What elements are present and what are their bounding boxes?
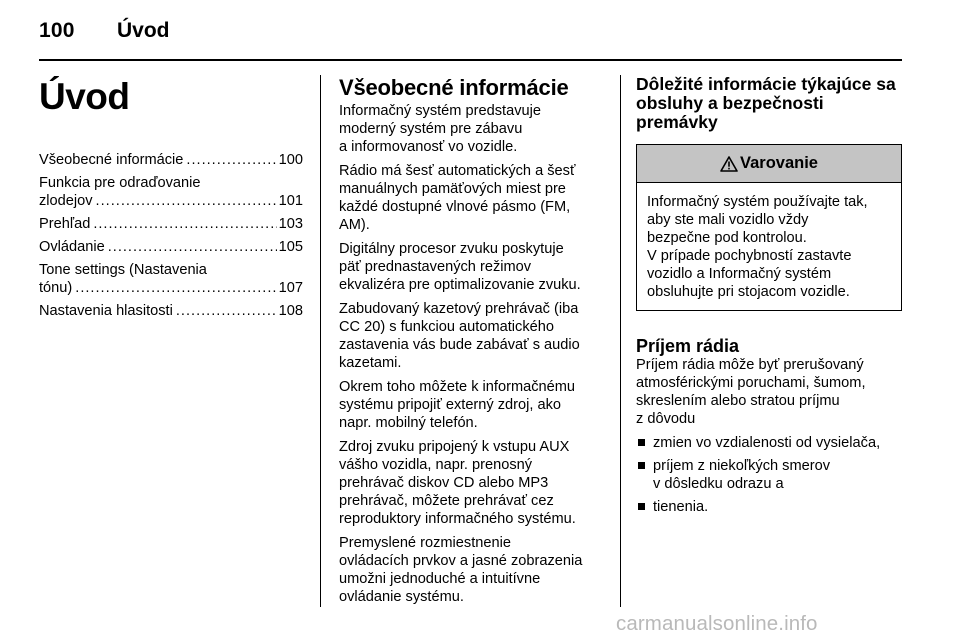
body-paragraph (339, 162, 605, 234)
toc-entry-title: Nastavenia hlasitosti (39, 303, 173, 319)
radio-heading: Príjem rádia (636, 336, 740, 356)
toc-page-number: 107 (278, 280, 303, 296)
toc-entry[interactable] (39, 151, 303, 169)
toc-entry-title: Ovládanie (39, 239, 105, 255)
watermark: carmanualsonline.info (616, 612, 818, 635)
text-line: vozidlo a Informačný systém (647, 266, 832, 282)
toc-entry[interactable] (39, 302, 303, 320)
text-line: Digitálny procesor zvuku poskytuje (339, 241, 564, 257)
text-line: Premyslené rozmiestnenie (339, 535, 511, 551)
text-line: v dôsledku odrazu a (653, 476, 784, 492)
warning-text (637, 183, 901, 310)
body-paragraph (339, 240, 605, 294)
page-number: 100 (39, 19, 75, 42)
text-line: z dôvodu (636, 411, 696, 427)
body-paragraph (339, 378, 605, 432)
toc-leader-dots (96, 192, 277, 210)
toc-leader-dots (93, 215, 276, 233)
toc-page-number: 101 (278, 193, 303, 209)
text-line: napr. mobilný telefón. (339, 415, 478, 431)
header-rule (39, 59, 902, 61)
toc-entry-row (39, 279, 303, 297)
text-line: premávky (636, 112, 718, 132)
radio-paragraph (636, 356, 902, 428)
text-line: Príjem rádia môže byť prerušovaný (636, 357, 864, 373)
text-line: kazetami. (339, 355, 402, 371)
body-paragraph (339, 102, 605, 156)
text-line: Zabudovaný kazetový prehrávač (iba (339, 301, 579, 317)
toc-entry[interactable] (39, 215, 303, 233)
toc-page-number: 105 (278, 239, 303, 255)
toc-entry-line: Funkcia pre odraďovanie (39, 175, 201, 191)
text-line: systému pripojiť externý zdroj, ako (339, 397, 562, 413)
body-paragraph (339, 300, 605, 372)
column-divider (320, 75, 321, 607)
text-line: umožni jednoduché a intuitívne (339, 571, 541, 587)
toc-entry[interactable] (39, 238, 303, 256)
text-line: obsluhujte pri stojacom vozidle. (647, 284, 850, 300)
text-line: a informovanosť vo vozidle. (339, 139, 518, 155)
text-line: každé dostupné vlnové pásmo (FM, (339, 199, 571, 215)
section-body (339, 102, 605, 606)
bullet-list (636, 434, 902, 516)
text-line: moderný systém pre zábavu (339, 121, 523, 137)
text-line: Rádio má šesť automatických a šesť (339, 163, 576, 179)
text-line: zmien vo vzdialenosti od vysielača, (653, 435, 881, 451)
body-paragraph (339, 534, 605, 606)
text-line: Informačný systém používajte tak, (647, 194, 868, 210)
text-line: obsluhy a bezpečnosti (636, 93, 824, 113)
section-heading: Všeobecné informácie (339, 75, 569, 100)
toc-page-number: 108 (278, 303, 303, 319)
toc-page-number: 100 (278, 152, 303, 168)
text-line: manuálnych pamäťových miest pre (339, 181, 566, 197)
bullet-item (636, 457, 902, 493)
toc-leader-dots (176, 302, 277, 320)
toc-column (39, 75, 303, 325)
toc-leader-dots (75, 279, 276, 297)
text-line: Dôležité informácie týkajúce sa (636, 74, 896, 94)
text-line: príjem z niekoľkých smerov (653, 458, 830, 474)
toc-entry-title: tónu) (39, 280, 73, 296)
toc-entry-row (39, 192, 303, 210)
text-line: ovládacích prvkov a jasné zobrazenia (339, 553, 583, 569)
text-line: atmosférickými poruchami, šumom, (636, 375, 866, 391)
toc-entry[interactable] (39, 261, 303, 297)
toc-entry-line: Tone settings (Nastavenia (39, 262, 207, 278)
running-header: Úvod (117, 19, 170, 42)
text-line: prehrávač diskov CD alebo MP3 (339, 475, 549, 491)
toc-entry-row (39, 238, 303, 256)
column-divider (620, 75, 621, 607)
text-line: ekvalizéra pre optimalizovanie zvuku. (339, 277, 581, 293)
safety-heading (636, 75, 902, 132)
toc-entry-title: Prehľad (39, 216, 91, 232)
text-line: Okrem toho môžete k informačnému (339, 379, 576, 395)
text-line: vášho vozidla, napr. prenosný (339, 457, 533, 473)
text-line: bezpečne pod kontrolou. (647, 230, 807, 246)
table-of-contents (39, 151, 303, 320)
text-line: AM). (339, 217, 370, 233)
text-line: Informačný systém predstavuje (339, 103, 541, 119)
safety-column (636, 75, 902, 521)
general-info-column (339, 75, 605, 606)
toc-entry-row (39, 302, 303, 320)
warning-triangle-icon (720, 156, 738, 172)
toc-entry-title: Všeobecné informácie (39, 152, 184, 168)
text-line: tienenia. (653, 499, 709, 515)
toc-page-number: 103 (278, 216, 303, 232)
bullet-item (636, 434, 902, 452)
text-line: päť prednastavených režimov (339, 259, 532, 275)
text-line: reproduktory informačného systému. (339, 511, 576, 527)
text-line: CC 20) s funkciou automatického (339, 319, 554, 335)
bullet-item (636, 498, 902, 516)
text-line: aby ste mali vozidlo vždy (647, 212, 809, 228)
text-line: Zdroj zvuku pripojený k vstupu AUX (339, 439, 570, 455)
warning-header (637, 145, 901, 183)
text-line: ovládanie systému. (339, 589, 464, 605)
warning-box (636, 144, 902, 311)
body-paragraph (339, 438, 605, 528)
chapter-title: Úvod (39, 76, 130, 117)
warning-label: Varovanie (740, 154, 818, 172)
toc-entry-title: zlodejov (39, 193, 93, 209)
toc-entry-row (39, 151, 303, 169)
text-line: skreslením alebo stratou príjmu (636, 393, 840, 409)
toc-leader-dots (108, 238, 277, 256)
toc-entry-row (39, 215, 303, 233)
text-line: prehrávač, môžete prehrávať cez (339, 493, 554, 509)
text-line: V prípade pochybností zastavte (647, 248, 852, 264)
toc-leader-dots (186, 151, 276, 169)
text-line: zastavenia vás bude zabávať s audio (339, 337, 580, 353)
toc-entry[interactable] (39, 174, 303, 210)
